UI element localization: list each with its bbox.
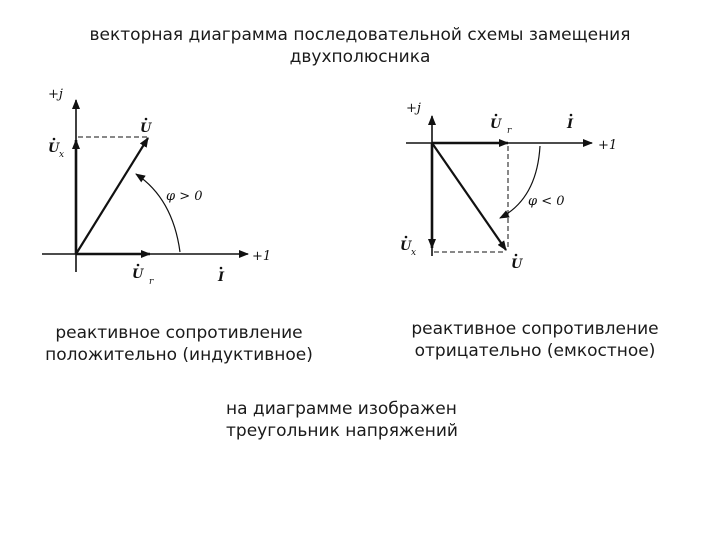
bottom-caption [226,398,486,442]
bottom-caption-line-1: на диаграмме изображен [226,399,457,419]
right-vector-diagram [400,101,617,272]
svg-text:I: I [218,270,225,285]
left-real-axis-label: +1 [252,249,272,264]
svg-text:x: x [411,248,417,258]
right-i-label [566,114,574,132]
left-u-vector [76,138,148,254]
right-caption-line-1: реактивное сопротивление [411,319,659,339]
left-ux-label [48,138,64,160]
left-i-label [217,267,225,285]
svg-text:U: U [400,239,412,254]
left-caption-line-1: реактивное сопротивление [55,323,303,343]
right-caption [400,318,670,362]
right-ur-label [490,114,512,136]
svg-text:U: U [511,257,523,272]
svg-text:r: r [149,277,154,287]
right-ur-dot [495,114,498,117]
left-ur-label [132,264,154,287]
left-u-dot [145,118,148,121]
bottom-caption-line-2: треугольник напряжений [226,421,458,441]
svg-text:r: r [507,126,512,136]
right-u-dot [515,254,518,257]
svg-text:x: x [59,150,65,160]
left-caption [34,322,324,366]
right-u-label [511,254,523,272]
left-i-dot [220,267,223,270]
svg-text:U: U [132,267,144,282]
left-phi-arc [136,174,180,252]
left-ux-dot [53,138,56,141]
title-line-1: векторная диаграмма последовательной схемы замещения [89,25,631,45]
left-phi-label: φ > 0 [166,189,203,204]
svg-text:U: U [490,117,502,132]
right-u-vector [432,143,506,250]
left-ur-dot [137,264,140,267]
right-imag-axis-label: +j [406,101,421,116]
left-vector-diagram [42,87,271,287]
right-ux-label [400,236,416,258]
right-i-dot [570,114,573,117]
right-real-axis-label: +1 [598,138,618,153]
svg-text:U: U [140,121,152,136]
left-caption-line-2: положительно (индуктивное) [45,345,313,365]
right-caption-line-2: отрицательно (емкостное) [414,341,656,361]
svg-text:I: I [567,117,574,132]
left-imag-axis-label: +j [48,87,63,102]
title-line-2: двухполюсника [289,47,431,67]
svg-text:U: U [48,141,60,156]
right-ux-dot [405,236,408,239]
left-u-label [140,118,152,136]
right-phi-label: φ < 0 [528,194,565,209]
